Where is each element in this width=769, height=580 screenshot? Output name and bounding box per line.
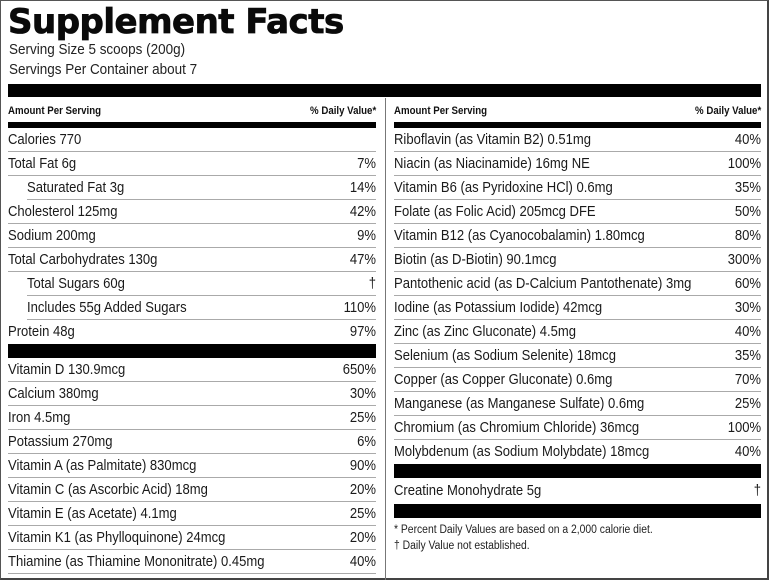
nutrient-row: Includes 55g Added Sugars 110% (27, 296, 376, 320)
nutrient-row: Manganese (as Manganese Sulfate) 0.6mg 25% (394, 392, 761, 416)
nutrient-row: Pantothenic acid (as D-Calcium Pantothenate) 3mg 60% (394, 272, 761, 296)
left-column (8, 98, 376, 574)
nutrient-row: Biotin (as D-Biotin) 90.1mcg 300% (394, 248, 761, 272)
nutrient-row: Total Fat 6g 7% (8, 152, 376, 176)
nutrient-row: Folate (as Folic Acid) 205mcg DFE 50% (394, 200, 761, 224)
nutrient-row: Zinc (as Zinc Gluconate) 4.5mg 40% (394, 320, 761, 344)
nutrient-row: Calories 770 (8, 128, 376, 152)
nutrient-row: Vitamin D 130.9mcg 650% (8, 358, 376, 382)
nutrient-row: Selenium (as Sodium Selenite) 18mcg 35% (394, 344, 761, 368)
nutrient-row: Thiamine (as Thiamine Mononitrate) 0.45mg 40% (8, 550, 376, 574)
percent-daily-footnote: * Percent Daily Values are based on a 2,000 calorie diet. (394, 524, 653, 536)
servings-per-container: Servings Per Container about 7 (9, 62, 198, 78)
nutrient-row: Vitamin B12 (as Cyanocobalamin) 1.80mcg 80% (394, 224, 761, 248)
column-divider (385, 98, 386, 580)
nutrient-row: Copper (as Copper Gluconate) 0.6mg 70% (394, 368, 761, 392)
nutrient-row: Vitamin E (as Acetate) 4.1mg 25% (8, 502, 376, 526)
nutrient-row: Calcium 380mg 30% (8, 382, 376, 406)
left-column-header (8, 98, 376, 122)
nutrient-row: Saturated Fat 3g 14% (27, 176, 376, 200)
nutrient-row: Cholesterol 125mg 42% (8, 200, 376, 224)
nutrient-row: Molybdenum (as Sodium Molybdate) 18mcg 40% (394, 444, 761, 460)
daily-value-label: % Daily Value* (309, 104, 376, 117)
nutrient-row: Vitamin C (as Ascorbic Acid) 18mg 20% (8, 478, 376, 502)
daily-value-label: % Daily Value* (694, 104, 761, 117)
footnotes (394, 518, 761, 554)
nutrient-row: Vitamin A (as Palmitate) 830mcg 90% (8, 454, 376, 478)
nutrient-row: Total Sugars 60g † (27, 272, 376, 296)
amount-per-serving-label: Amount Per Serving (8, 104, 102, 117)
nutrient-row: Chromium (as Chromium Chloride) 36mcg 100% (394, 416, 761, 440)
nutrient-row: Sodium 200mg 9% (8, 224, 376, 248)
right-column (394, 98, 761, 554)
nutrient-row: Vitamin B6 (as Pyridoxine HCl) 0.6mg 35% (394, 176, 761, 200)
nutrient-row: Total Carbohydrates 130g 47% (8, 248, 376, 272)
nutrient-row: Protein 48g 97% (8, 324, 376, 340)
section-bar (394, 464, 761, 478)
nutrient-row: Iron 4.5mg 25% (8, 406, 376, 430)
nutrient-row: Creatine Monohydrate 5g † (394, 483, 761, 499)
amount-per-serving-label: Amount Per Serving (394, 104, 488, 117)
nutrient-row: Niacin (as Niacinamide) 16mg NE 100% (394, 152, 761, 176)
nutrient-row: Potassium 270mg 6% (8, 430, 376, 454)
nutrient-row: Vitamin K1 (as Phylloquinone) 24mcg 20% (8, 526, 376, 550)
section-bar (394, 504, 761, 518)
serving-size: Serving Size 5 scoops (200g) (9, 42, 186, 58)
nutrient-row: Riboflavin (as Vitamin B2) 0.51mg 40% (394, 128, 761, 152)
right-column-header (394, 98, 761, 122)
label-title: Supplement Facts (8, 2, 344, 42)
dagger-footnote: † Daily Value not established. (394, 540, 530, 552)
nutrient-row: Iodine (as Potassium Iodide) 42mcg 30% (394, 296, 761, 320)
section-bar (8, 344, 376, 358)
top-thick-bar (8, 84, 761, 97)
